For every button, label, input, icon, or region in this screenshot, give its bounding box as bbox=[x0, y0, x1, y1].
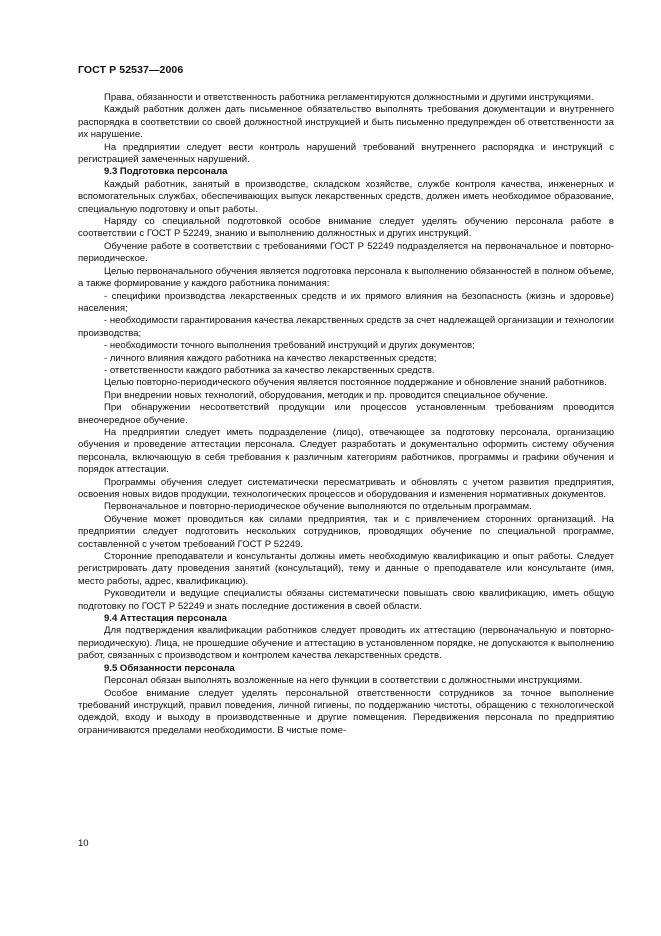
paragraph: Персонал обязан выполнять возложенные на него функции в соответствии с должностными инструкциями. bbox=[104, 675, 583, 687]
paragraph: Особое внимание следует уделять персональной ответственности сотрудников за точное выполнение требований инструкций, правил поведения, личной гигиены, по поддержанию чистоты, обращению с технологической одеждой, входу и выходу в производственные и другие помещения. Передвижения персонала по предприятию ограничиваются пределами необходимости. В чистые поме- bbox=[78, 687, 614, 736]
paragraph: - необходимости гарантирования качества лекарственных средств за счет надлежащей организации и технологии производства; bbox=[78, 315, 614, 339]
page-number: 10 bbox=[78, 838, 89, 849]
paragraph: Программы обучения следует систематически пересматривать и обновлять с учетом развития предприятия, освоения новых видов продукции, технологических процессов и оборудования и изменения нормативных документов. bbox=[78, 476, 614, 500]
paragraph: - личного влияния каждого работника на качество лекарственных средств; bbox=[104, 352, 437, 364]
section-heading: 9.3 Подготовка персонала bbox=[104, 166, 228, 178]
section-heading: 9.5 Обязанности персонала bbox=[104, 662, 235, 674]
paragraph: Права, обязанности и ответственность работника регламентируются должностными и другими инструкциями. bbox=[104, 92, 594, 103]
paragraph: Обучение может проводиться как силами предприятия, так и с привлечением сторонних организаций. На предприятии следует подготовить нескольких сотрудников, проводящих обучение по специальной программе, составленной с учетом требований ГОСТ Р 52249. bbox=[78, 513, 614, 550]
paragraph: - необходимости точного выполнения требований инструкций и других документов; bbox=[104, 340, 475, 352]
paragraph: Целью первоначального обучения является подготовка персонала к выполнению обязанностей в полном объеме, а также формирование у каждого работника понимания: bbox=[78, 265, 614, 290]
paragraph: Обучение работе в соответствии с требованиями ГОСТ Р 52249 подразделяется на первоначальное и повторно-периодическое. bbox=[78, 240, 614, 265]
paragraph: Первоначальное и повторно-периодическое обучение выполняются по отдельным программам. bbox=[104, 501, 532, 513]
paragraph: Руководители и ведущие специалисты обязаны систематически повышать свою квалификацию, иметь общую подготовку по ГОСТ Р 52249 и знать последние достижения в своей области. bbox=[78, 588, 614, 612]
paragraph: Каждый работник, занятый в производстве, складском хозяйстве, службе контроля качества, инженерных и вспомогательных службах, обеспечивающих выпуск лекарственных средств, должен иметь необходимое образование, специальную подготовку и опыт работы. bbox=[78, 178, 614, 215]
paragraph: На предприятии следует иметь подразделение (лицо), отвечающее за подготовку персонала, организацию обучения и проведение аттестации персонала. Следует разработать и документально оформить систему обучения персонала, включающую в себя требования к различным категориям работников, программы и графики обучения и порядок аттестации. bbox=[78, 426, 614, 476]
document-header: ГОСТ Р 52537—2006 bbox=[78, 64, 184, 76]
paragraph: Наряду со специальной подготовкой особое внимание следует уделять обучению персонала работе в соответствии с ГОСТ Р 52249, знанию и выполнению должностных и других инструкций. bbox=[78, 216, 614, 240]
paragraph: Целью повторно-периодического обучения является постоянное поддержание и обновление знаний работников. bbox=[104, 377, 607, 389]
paragraph: Каждый работник должен дать письменное обязательство выполнять требования документации и внутреннего распорядка в соответствии со своей должностной инструкцией и быть письменно предупрежден об ответственности за их нарушение. bbox=[78, 104, 614, 141]
paragraph: На предприятии следует вести контроль нарушений требований внутреннего распорядка и инструкций с регистрацией замеченных нарушений. bbox=[78, 141, 614, 166]
document-body bbox=[78, 92, 614, 737]
paragraph: Сторонние преподаватели и консультанты должны иметь необходимую квалификацию и опыт работы. Следует регистрировать дату проведения занятий (консультаций), тему и данные о преподавателе или консультанте (имя, место работы, адрес, квалификацию). bbox=[78, 551, 614, 587]
paragraph: Для подтверждения квалификации работников следует проводить их аттестацию (первоначальную и повторно-периодическую). Лица, не прошедшие обучение и аттестацию в установленном порядке, не допускаются к выполнению работ, связанных с производством и контролем качества лекарственных средств. bbox=[78, 625, 614, 662]
section-heading: 9.4 Аттестация персонала bbox=[104, 613, 227, 625]
paragraph: - ответственности каждого работника за качество лекарственных средств. bbox=[104, 364, 435, 376]
paragraph: - специфики производства лекарственных средств и их прямого влияния на безопасность (жизнь и здоровье) населения; bbox=[78, 290, 614, 314]
paragraph: При обнаружении несоответствий продукции или процессов установленным требованиям проводится внеочередное обучение. bbox=[78, 402, 614, 426]
paragraph: При внедрении новых технологий, оборудования, методик и пр. проводится специальное обучение. bbox=[104, 389, 548, 401]
